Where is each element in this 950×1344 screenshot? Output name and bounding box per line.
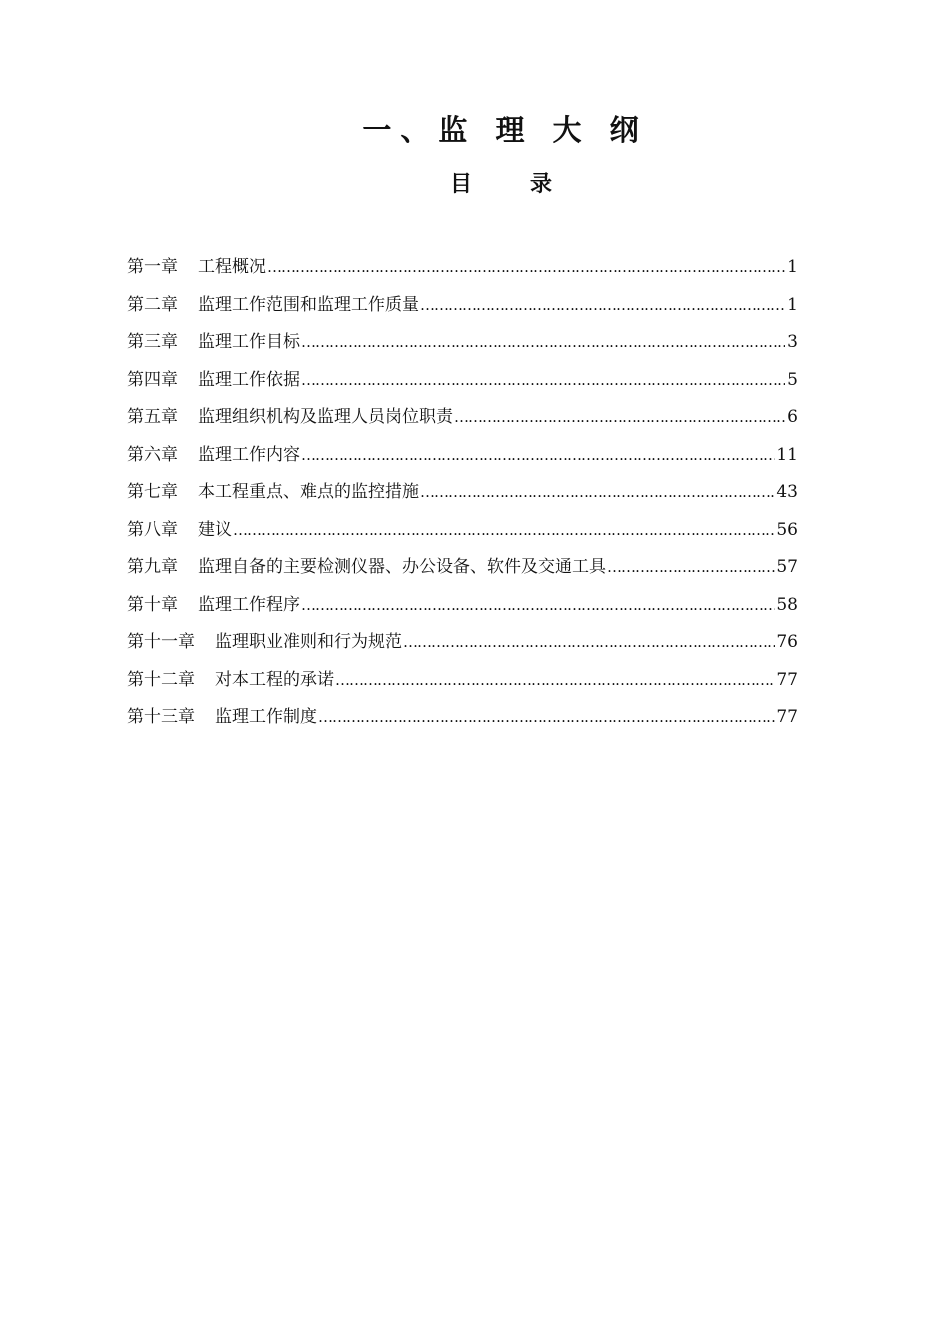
chapter-title: 监理工作程序 [198,594,300,615]
toc-heading: 目录 [449,172,610,197]
chapter-number: 第四章 [127,369,178,390]
chapter-number: 第五章 [127,407,178,427]
page-number: 11 [776,444,798,465]
dot-leader [301,437,775,475]
toc-entry-6[interactable] [127,437,798,475]
page-number: 5 [787,369,798,390]
chapter-title: 监理工作制度 [215,707,317,727]
dot-leader [301,587,775,625]
chapter-title: 工程概况 [198,257,266,277]
toc-entry-3[interactable] [127,324,798,362]
chapter-title: 对本工程的承诺 [215,669,334,690]
chapter-title: 监理工作范围和监理工作质量 [198,294,419,315]
dot-leader [454,399,785,437]
chapter-title: 监理职业准则和行为规范 [215,632,402,652]
toc-entry-1[interactable] [127,249,798,287]
dot-leader [233,512,775,550]
chapter-number: 第二章 [127,294,178,315]
chapter-title: 监理工作依据 [198,369,300,390]
chapter-title: 本工程重点、难点的监控措施 [198,482,419,502]
dot-leader [301,324,785,362]
toc-entry-8[interactable] [127,512,798,550]
page-number: 6 [787,407,798,427]
page-number: 58 [776,594,798,615]
toc-entry-5[interactable] [127,399,798,437]
chapter-number: 第九章 [127,557,178,577]
toc-entry-4[interactable] [127,362,798,400]
toc-entry-9[interactable] [127,549,798,587]
chapter-number: 第三章 [127,332,178,352]
chapter-number: 第六章 [127,444,178,465]
page-number: 1 [787,294,798,315]
page-number: 1 [787,257,798,277]
dot-leader [318,699,775,737]
dot-leader [403,624,775,662]
page-number: 56 [776,519,798,540]
toc-entry-12[interactable] [127,662,798,700]
dot-leader [267,249,785,287]
page-number: 77 [776,707,798,727]
table-of-contents [127,249,798,737]
page-number: 76 [776,632,798,652]
toc-entry-2[interactable] [127,287,798,325]
dot-leader [420,287,785,325]
chapter-number: 第一章 [127,257,178,277]
dot-leader [607,549,775,587]
chapter-number: 第十二章 [127,669,195,690]
toc-entry-10[interactable] [127,587,798,625]
dot-leader [335,662,775,700]
toc-entry-13[interactable] [127,699,798,737]
chapter-title: 建议 [198,519,232,540]
chapter-title: 监理组织机构及监理人员岗位职责 [198,407,453,427]
toc-entry-7[interactable] [127,474,798,512]
page-number: 77 [776,669,798,690]
chapter-title: 监理工作内容 [198,444,300,465]
dot-leader [420,474,775,512]
chapter-number: 第十三章 [127,707,195,727]
chapter-number: 第八章 [127,519,178,540]
toc-entry-11[interactable] [127,624,798,662]
chapter-number: 第十一章 [127,632,195,652]
dot-leader [301,362,785,400]
chapter-title: 监理自备的主要检测仪器、办公设备、软件及交通工具 [198,557,606,577]
chapter-number: 第十章 [127,594,178,615]
page-number: 3 [787,332,798,352]
chapter-number: 第七章 [127,482,178,502]
chapter-title: 监理工作目标 [198,332,300,352]
page-number: 43 [776,482,798,502]
page-number: 57 [776,557,798,577]
document-title: 一、监 理 大 纲 [362,113,648,147]
